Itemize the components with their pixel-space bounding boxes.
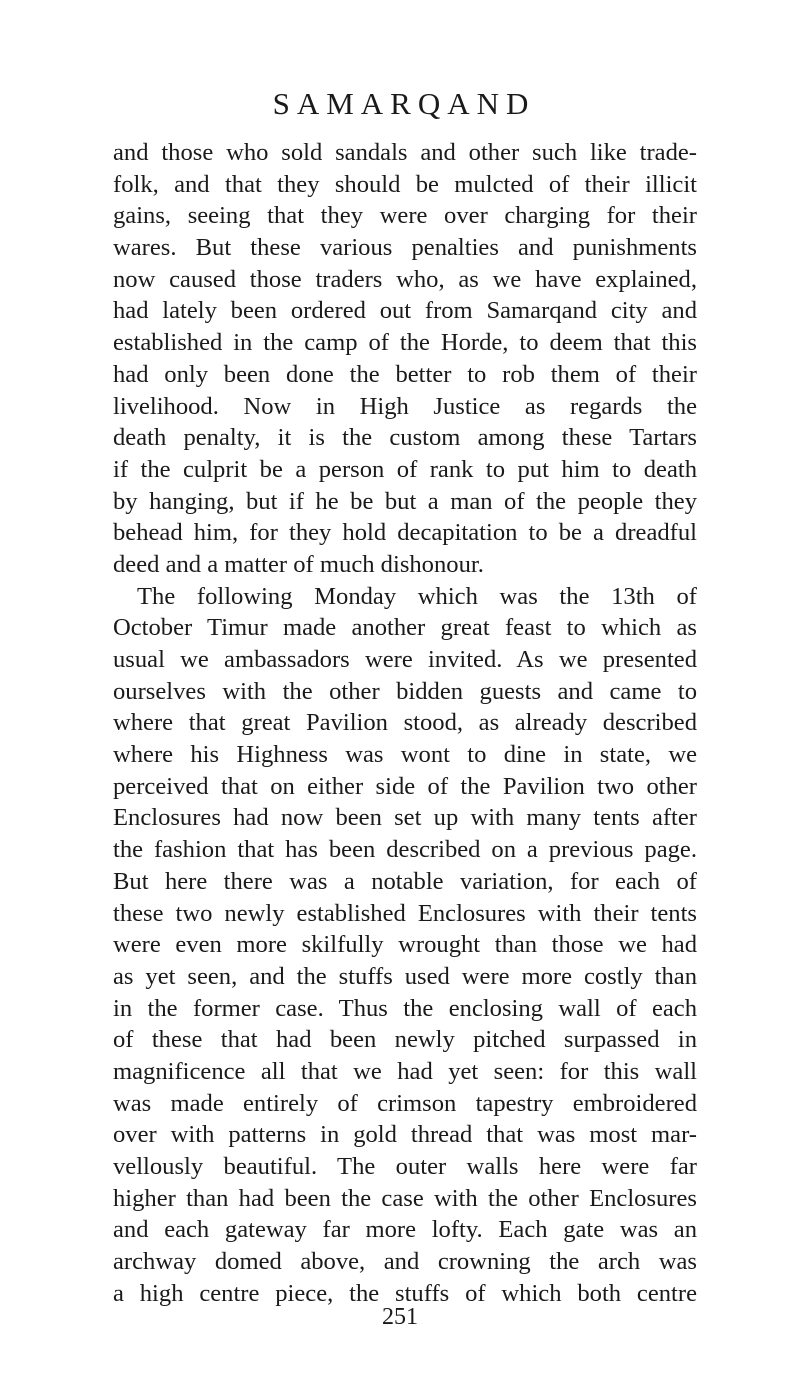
text-line: the fashion that has been described on a previous page. [113, 836, 697, 864]
text-line: archway domed above, and crowning the arch was [113, 1248, 697, 1276]
body-text [113, 137, 697, 1309]
text-line: were even more skilfully wrought than those we had [113, 931, 697, 959]
text-line: usual we ambassadors were invited. As we presented [113, 646, 697, 673]
text-line: of these that had been newly pitched surpassed in [113, 1026, 697, 1054]
text-line: But here there was a notable variation, for each of [113, 867, 697, 895]
text-line: had lately been ordered out from Samarqand city and [113, 297, 697, 325]
text-line: wares. But these various penalties and punishments [113, 234, 697, 262]
text-line: The following Monday which was the 13th of [137, 582, 697, 610]
text-line: deed and a matter of much dishonour. [113, 550, 484, 578]
text-line: as yet seen, and the stuffs used were more costly than [113, 962, 697, 990]
text-line: higher than had been the case with the other Enclosures [113, 1184, 697, 1212]
text-line: where his Highness was wont to dine in state, we [113, 741, 697, 769]
text-line: vellously beautiful. The outer walls here were far [113, 1153, 697, 1180]
text-line: ourselves with the other bidden guests and came to [113, 677, 697, 705]
text-line: gains, seeing that they were over charging for their [113, 202, 697, 230]
text-line: perceived that on either side of the Pavilion two other [113, 772, 697, 800]
page-number: 251 [382, 1304, 418, 1330]
text-line: behead him, for they hold decapitation to be a dreadful [113, 519, 697, 547]
text-line: livelihood. Now in High Justice as regards the [113, 392, 697, 420]
running-head: SAMARQAND [272, 86, 536, 121]
text-line: these two newly established Enclosures with their tents [113, 899, 697, 927]
text-line: established in the camp of the Horde, to deem that this [113, 329, 697, 357]
text-line: a high centre piece, the stuffs of which both centre [113, 1279, 697, 1307]
text-line: if the culprit be a person of rank to put him to death [113, 455, 697, 483]
text-line: had only been done the better to rob them of their [113, 360, 697, 388]
text-line: over with patterns in gold thread that was most mar- [113, 1121, 697, 1149]
text-line: by hanging, but if he be but a man of the people they [113, 487, 697, 515]
text-line: folk, and that they should be mulcted of their illicit [113, 170, 697, 198]
text-line: death penalty, it is the custom among these Tartars [113, 424, 697, 452]
text-line: and those who sold sandals and other such like trade- [113, 139, 697, 166]
text-line: now caused those traders who, as we have explained, [113, 265, 697, 293]
text-line: Enclosures had now been set up with many tents after [113, 804, 697, 832]
text-line: and each gateway far more lofty. Each gate was an [113, 1216, 697, 1244]
text-line: in the former case. Thus the enclosing wall of each [113, 994, 697, 1022]
text-line: October Timur made another great feast to which as [113, 614, 697, 642]
text-line: where that great Pavilion stood, as already described [113, 709, 697, 737]
text-line: was made entirely of crimson tapestry embroidered [113, 1089, 697, 1117]
text-line: magnificence all that we had yet seen: for this wall [113, 1057, 697, 1085]
